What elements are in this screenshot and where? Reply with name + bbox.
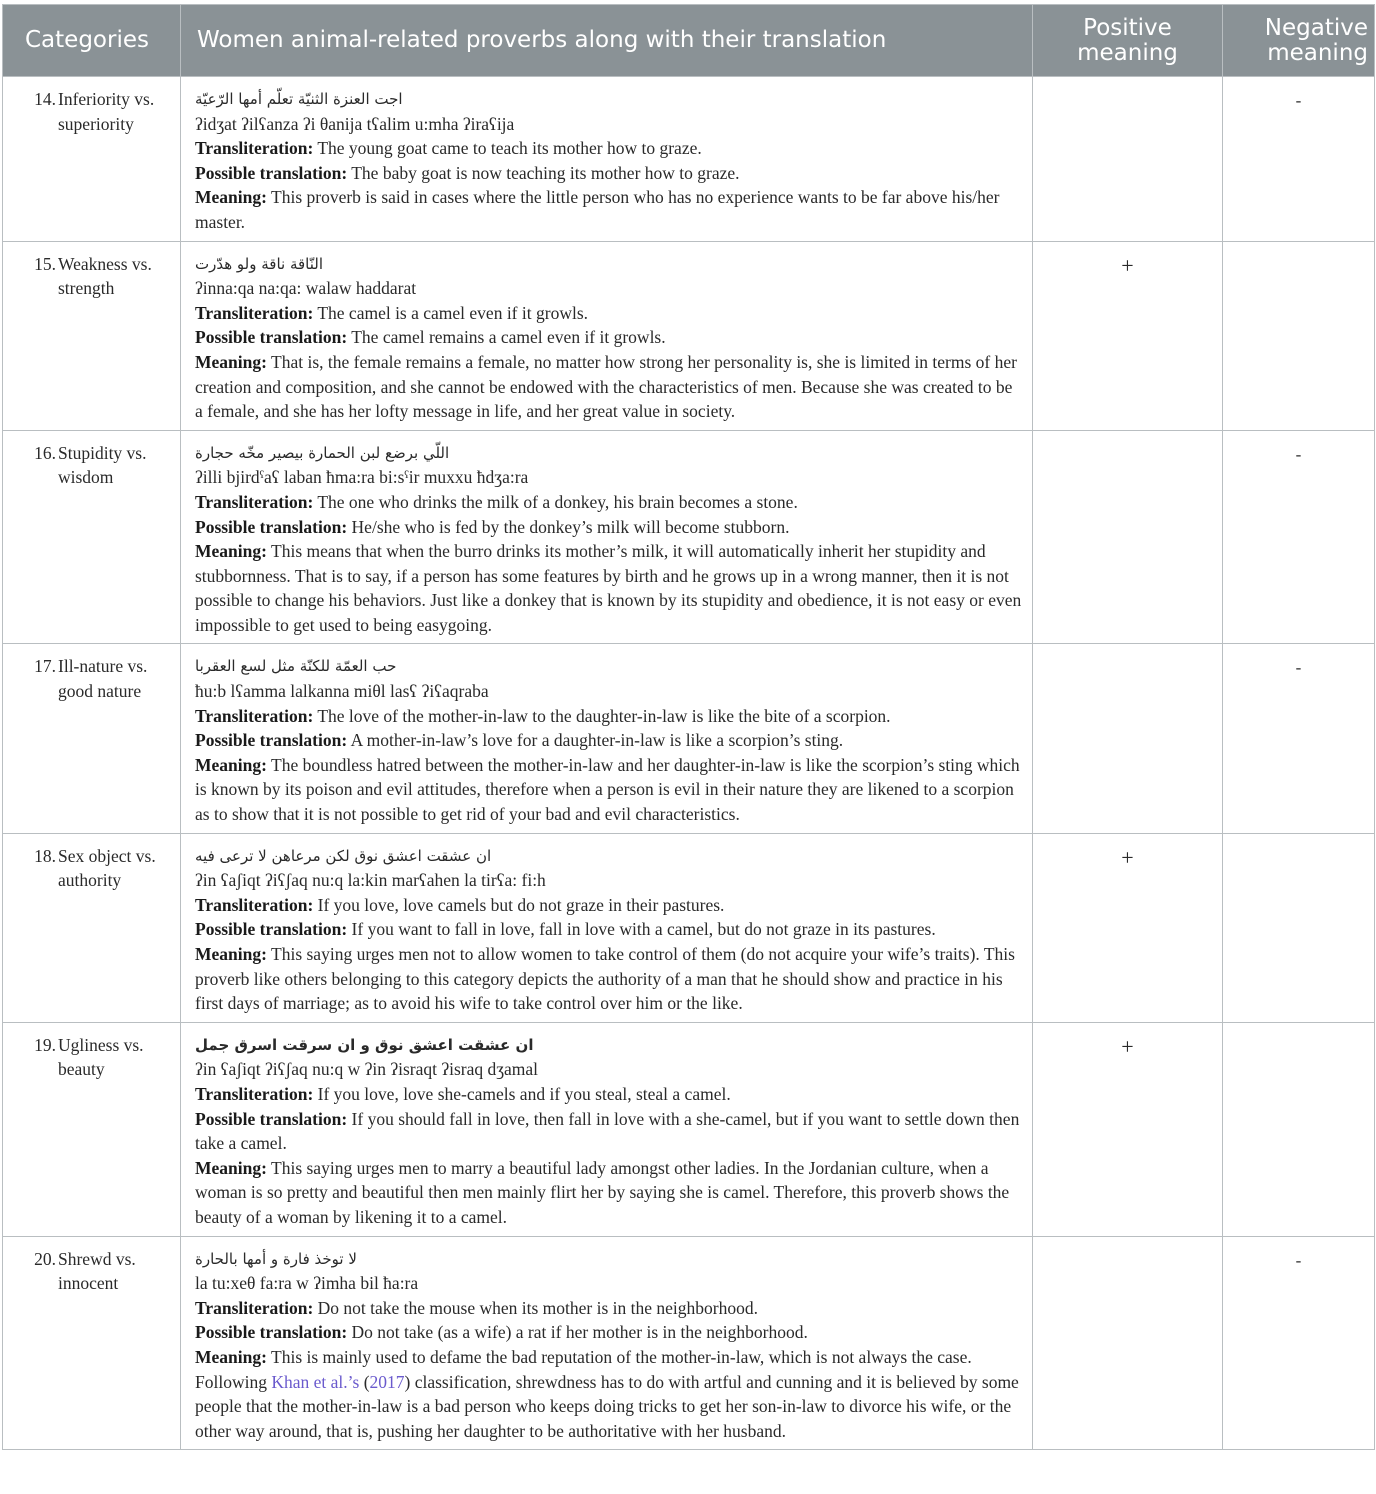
table-row bbox=[3, 644, 1375, 833]
possible-translation-label: Possible translation: bbox=[195, 1108, 348, 1129]
transliteration-text: The camel is a camel even if it growls. bbox=[313, 302, 589, 323]
phonetic-transcription: ʔin ʕaʃiqt ʔiʕʃaq nu:q la:kin marʕahen la tirʕa: fi:h bbox=[195, 870, 546, 891]
proverb-cell bbox=[181, 1236, 1033, 1450]
meaning-label: Meaning: bbox=[195, 944, 267, 964]
possible-translation-text: If you should fall in love, then fall in love with a she-camel, but if you want to settle down then take a camel. bbox=[195, 1108, 1020, 1154]
row-number: 20. bbox=[34, 1248, 56, 1269]
category-cell bbox=[3, 1236, 181, 1450]
table-row bbox=[3, 1022, 1375, 1236]
arabic-proverb: اجت العنزة الثنيّة تعلّم أمها الرّعيّة bbox=[195, 90, 403, 108]
transliteration-label: Transliteration: bbox=[195, 491, 314, 512]
header-proverbs: Women animal-related proverbs along with their translation bbox=[181, 5, 1033, 77]
transliteration-label: Transliteration: bbox=[195, 705, 314, 726]
citation-link[interactable]: Khan et al.’s bbox=[271, 1371, 360, 1392]
possible-translation-line bbox=[195, 515, 1022, 540]
transliteration-line bbox=[195, 1082, 1022, 1107]
meaning-label: Meaning: bbox=[195, 541, 267, 562]
meaning-line bbox=[195, 350, 1022, 424]
phonetic-transcription: ʔilli bjirdˤaʕ laban ħma:ra bi:sˤir muxxu ħdʒa:ra bbox=[195, 467, 529, 488]
meaning-text: This proverb is said in cases where the little person who has no experience wants to be far above his/her master. bbox=[195, 187, 1000, 232]
meaning-line bbox=[195, 942, 1022, 1016]
meaning-line bbox=[195, 1345, 1022, 1443]
category-label: Shrewd vs. innocent bbox=[58, 1248, 136, 1294]
category-label: Ill-nature vs. good nature bbox=[58, 656, 148, 702]
category-label: Sex object vs. authority bbox=[58, 845, 156, 891]
possible-translation-text: A mother-in-law’s love for a daughter-in-law is like a scorpion’s sting. bbox=[347, 730, 844, 751]
possible-translation-line bbox=[195, 1107, 1022, 1156]
possible-translation-line bbox=[195, 917, 1022, 942]
transliteration-text: If you love, love she-camels and if you steal, steal a camel. bbox=[313, 1083, 731, 1104]
arabic-proverb: النّاقة ناقة ولو هدّرت bbox=[195, 254, 324, 273]
header-positive-meaning: Positive meaning bbox=[1033, 5, 1223, 77]
meaning-text: This saying urges men not to allow women to take control of them (do not acquire your wife’s traits). This proverb like others belonging to this category depicts the authority of a man that he should show and practice in his first days of marriage; as to avoid his wife to take control over him or the like. bbox=[195, 944, 1015, 1014]
possible-translation-text: Do not take (as a wife) a rat if her mother is in the neighborhood. bbox=[347, 1322, 808, 1343]
category-cell bbox=[3, 644, 181, 833]
possible-translation-line bbox=[195, 325, 1022, 350]
transliteration-text: The young goat came to teach its mother how to graze. bbox=[313, 138, 702, 159]
meaning-text-start: This is mainly used to defame the bad reputation of the mother-in-law, which is not always the case. Following bbox=[195, 1346, 972, 1392]
meaning-label: Meaning: bbox=[195, 1346, 267, 1367]
possible-translation-label: Possible translation: bbox=[195, 327, 348, 348]
possible-translation-label: Possible translation: bbox=[195, 1322, 348, 1343]
negative-meaning-cell: - bbox=[1223, 644, 1375, 833]
transliteration-text: The one who drinks the milk of a donkey, his brain becomes a stone. bbox=[313, 491, 798, 512]
arabic-proverb: ان عشقت اعشق نوق لكن مرعاهن لا ترعى فيه bbox=[195, 846, 492, 865]
negative-meaning-cell: - bbox=[1223, 77, 1375, 242]
positive-meaning-cell: + bbox=[1033, 241, 1223, 430]
possible-translation-label: Possible translation: bbox=[195, 162, 348, 183]
meaning-line bbox=[195, 185, 1022, 234]
possible-translation-text: The camel remains a camel even if it growls. bbox=[347, 327, 666, 348]
row-number: 16. bbox=[34, 442, 56, 463]
proverbs-table bbox=[2, 4, 1375, 1450]
phonetic-transcription: la tu:xeθ fa:ra w ʔimha bil ħa:ra bbox=[195, 1273, 419, 1294]
meaning-text-paren: ( bbox=[359, 1371, 370, 1392]
table-header-row bbox=[3, 5, 1375, 77]
positive-meaning-cell bbox=[1033, 644, 1223, 833]
category-cell bbox=[3, 241, 181, 430]
positive-meaning-cell: + bbox=[1033, 833, 1223, 1022]
row-number: 18. bbox=[34, 845, 56, 866]
arabic-proverb: ان عشقت اعشق نوق و ان سرقت اسرق جمل bbox=[195, 1035, 534, 1054]
transliteration-label: Transliteration: bbox=[195, 302, 314, 323]
category-cell bbox=[3, 430, 181, 644]
table-row bbox=[3, 77, 1375, 242]
transliteration-line bbox=[195, 136, 1022, 161]
negative-meaning-cell bbox=[1223, 833, 1375, 1022]
meaning-label: Meaning: bbox=[195, 754, 267, 775]
transliteration-line bbox=[195, 1296, 1022, 1321]
meaning-text: This means that when the burro drinks its mother’s milk, it will automatically inherit her stupidity and stubbornness. That is to say, if a person has some features by birth and he grows up in a wrong manner, then it is not possible to change his behaviors. Just like a donkey that is known by its stupidity and obedience, it is not easy or even impossible to get used to being easygoing. bbox=[195, 541, 1022, 635]
phonetic-transcription: ħu:b lʕamma lalkanna miθl lasʕ ʔiʕaqraba bbox=[195, 681, 489, 702]
citation-year-link[interactable]: 2017 bbox=[369, 1371, 405, 1392]
meaning-line bbox=[195, 1156, 1022, 1230]
transliteration-label: Transliteration: bbox=[195, 138, 314, 159]
meaning-text: This saying urges men to marry a beautiful lady amongst other ladies. In the Jordanian culture, when a woman is so pretty and beautiful then men mainly flirt her by saying she is camel. Therefore, this proverb shows the beauty of a woman by likening it to a camel. bbox=[195, 1157, 1010, 1227]
table-row bbox=[3, 430, 1375, 644]
proverb-cell bbox=[181, 644, 1033, 833]
meaning-text: That is, the female remains a female, no matter how strong her personality is, she is limited in terms of her creation and composition, and she cannot be endowed with the characteristics of men. Because she was created to be a female, and she has her lofty message in life, and her great value in society. bbox=[195, 351, 1017, 422]
phonetic-transcription: ʔidʒat ʔilʕanza ʔi θanija tʕalim u:mha ʔiraʕija bbox=[195, 113, 515, 134]
category-cell bbox=[3, 77, 181, 242]
category-label: Weakness vs. strength bbox=[58, 253, 152, 299]
transliteration-line bbox=[195, 301, 1022, 326]
transliteration-label: Transliteration: bbox=[195, 1297, 314, 1318]
positive-meaning-cell: + bbox=[1033, 1022, 1223, 1236]
arabic-proverb: اللّي برضع لبن الحمارة بيصير مخّه حجارة bbox=[195, 443, 450, 462]
positive-meaning-cell bbox=[1033, 1236, 1223, 1450]
proverb-cell bbox=[181, 1022, 1033, 1236]
table-row bbox=[3, 1236, 1375, 1450]
transliteration-line bbox=[195, 490, 1022, 515]
phonetic-transcription: ʔin ʕaʃiqt ʔiʕʃaq nu:q w ʔin ʔisraqt ʔisraq dʒamal bbox=[195, 1059, 539, 1080]
meaning-text: The boundless hatred between the mother-in-law and her daughter-in-law is like the scorpion’s sting which is known by its poison and evil attitudes, therefore when a person is evil in their nature they are likened to a scorpion as to show that it is not possible to get rid of your bad and evil characteristics. bbox=[195, 754, 1020, 825]
transliteration-label: Transliteration: bbox=[195, 894, 314, 915]
transliteration-line bbox=[195, 893, 1022, 918]
possible-translation-line bbox=[195, 728, 1022, 753]
category-label: Ugliness vs. beauty bbox=[58, 1034, 144, 1080]
category-cell bbox=[3, 833, 181, 1022]
negative-meaning-cell bbox=[1223, 1022, 1375, 1236]
arabic-proverb: لا توخذ فارة و أمها بالحارة bbox=[195, 1249, 357, 1268]
category-label: Stupidity vs. wisdom bbox=[58, 442, 147, 488]
transliteration-label: Transliteration: bbox=[195, 1083, 314, 1104]
row-number: 19. bbox=[34, 1034, 56, 1055]
meaning-label: Meaning: bbox=[195, 1157, 267, 1178]
row-number: 15. bbox=[34, 253, 56, 274]
positive-meaning-cell bbox=[1033, 77, 1223, 242]
possible-translation-line bbox=[195, 1320, 1022, 1345]
meaning-text-end: ) classification, shrewdness has to do with artful and cunning and it is believed by some people that the mother-in-law is a bad person who keeps doing tricks to get her son-in-law to divorce his wife, or the other way around, that is, pushing her daughter to be authoritative with her husband. bbox=[195, 1371, 1019, 1441]
meaning-line bbox=[195, 539, 1022, 637]
positive-meaning-cell bbox=[1033, 430, 1223, 644]
possible-translation-label: Possible translation: bbox=[195, 516, 348, 537]
category-label: Inferiority vs. superiority bbox=[58, 89, 155, 134]
meaning-line bbox=[195, 753, 1022, 827]
negative-meaning-cell: - bbox=[1223, 430, 1375, 644]
header-negative-meaning: Negative meaning bbox=[1223, 5, 1375, 77]
transliteration-text: If you love, love camels but do not graze in their pastures. bbox=[313, 894, 725, 915]
negative-meaning-cell: - bbox=[1223, 1236, 1375, 1450]
transliteration-text: The love of the mother-in-law to the daughter-in-law is like the bite of a scorpion. bbox=[313, 705, 891, 726]
possible-translation-line bbox=[195, 161, 1022, 186]
transliteration-line bbox=[195, 704, 1022, 729]
table-row bbox=[3, 833, 1375, 1022]
row-number: 17. bbox=[34, 656, 56, 677]
category-cell bbox=[3, 1022, 181, 1236]
possible-translation-label: Possible translation: bbox=[195, 919, 348, 940]
header-categories: Categories bbox=[3, 5, 181, 77]
arabic-proverb: حب العمّة للكنّة مثل لسع العقربا bbox=[195, 657, 397, 676]
table-row bbox=[3, 241, 1375, 430]
proverb-cell bbox=[181, 833, 1033, 1022]
transliteration-text: Do not take the mouse when its mother is in the neighborhood. bbox=[313, 1297, 759, 1318]
possible-translation-text: He/she who is fed by the donkey’s milk will become stubborn. bbox=[347, 516, 790, 537]
phonetic-transcription: ʔinna:qa na:qa: walaw haddarat bbox=[195, 278, 417, 299]
proverb-cell bbox=[181, 430, 1033, 644]
row-number: 14. bbox=[34, 89, 56, 109]
proverb-cell bbox=[181, 241, 1033, 430]
meaning-label: Meaning: bbox=[195, 187, 267, 208]
proverb-cell bbox=[181, 77, 1033, 242]
negative-meaning-cell bbox=[1223, 241, 1375, 430]
possible-translation-text: If you want to fall in love, fall in love with a camel, but do not graze in its pastures. bbox=[347, 919, 936, 940]
possible-translation-text: The baby goat is now teaching its mother how to graze. bbox=[347, 162, 740, 183]
meaning-label: Meaning: bbox=[195, 351, 267, 372]
possible-translation-label: Possible translation: bbox=[195, 730, 348, 751]
